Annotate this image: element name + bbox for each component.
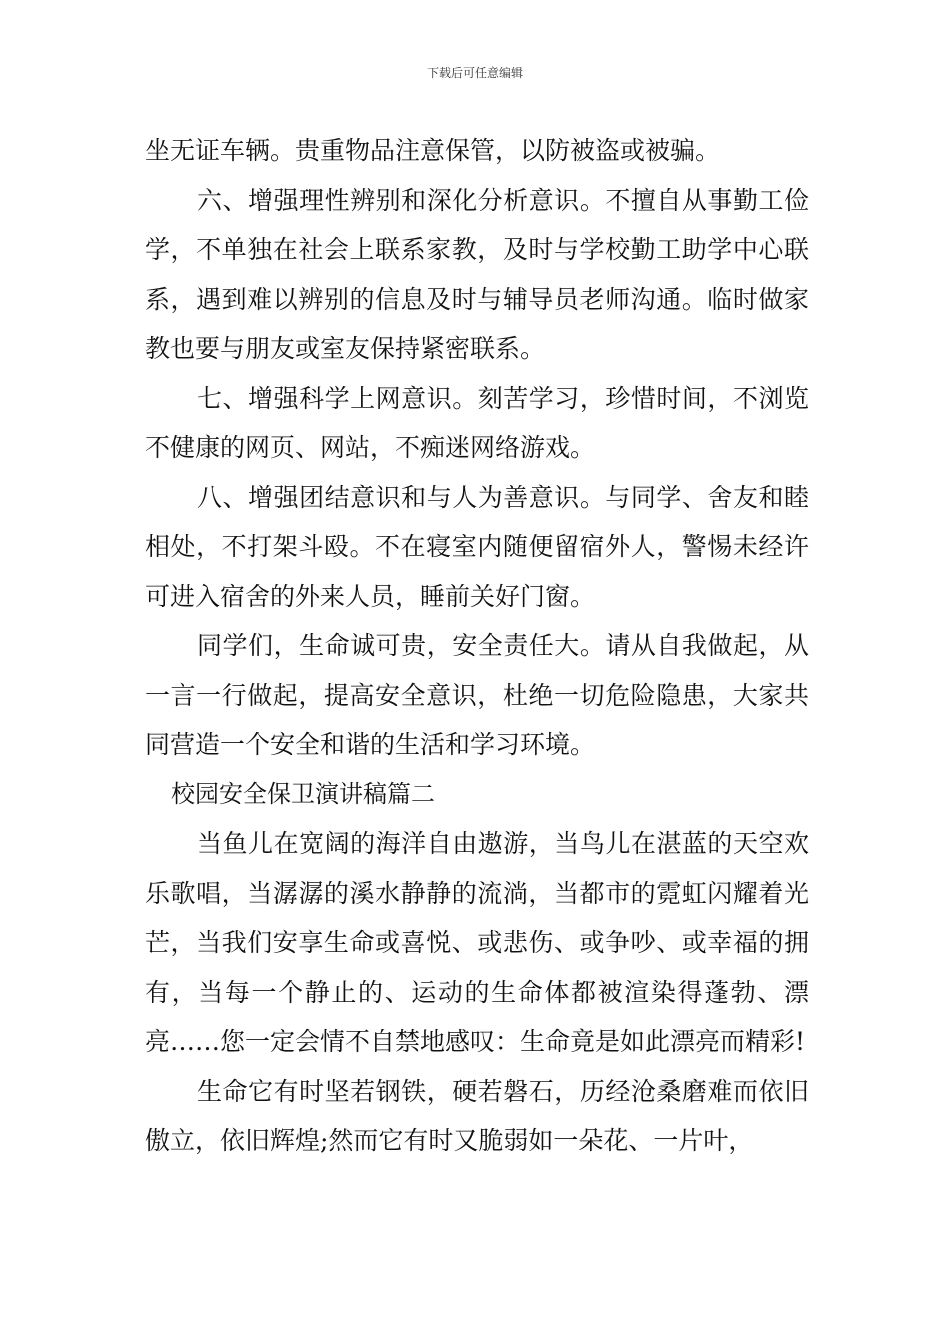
- paragraph-speech-life: 生命它有时坚若钢铁，硬若磐石，历经沧桑磨难而依旧傲立，依旧辉煌;然而它有时又脆弱如一朵花、一片叶，: [145, 1076, 809, 1155]
- paragraph-item-seven: 七、增强科学上网意识。刻苦学习，珍惜时间，不浏览不健康的网页、网站，不痴迷网络游戏。: [145, 383, 809, 462]
- paragraph-speech-intro: 当鱼儿在宽阔的海洋自由遨游，当鸟儿在湛蓝的天空欢乐歌唱，当潺潺的溪水静静的流淌，当都市的霓虹闪耀着光芒，当我们安享生命或喜悦、或悲伤、或争吵、或幸福的拥有，当每一个静止的、运动的生命体都被渲染得蓬勃、漂亮……您一定会情不自禁地感叹：生命竟是如此漂亮而精彩!: [145, 829, 809, 1056]
- page-header-note: 下载后可任意编辑: [426, 66, 523, 80]
- paragraph-item-six: 六、增强理性辨别和深化分析意识。不擅自从事勤工俭学，不单独在社会上联系家教，及时与学校勤工助学中心联系，遇到难以辨别的信息及时与辅导员老师沟通。临时做家教也要与朋友或室友保持紧密联系。: [145, 185, 809, 363]
- section-heading: 校园安全保卫演讲稿篇二: [171, 779, 435, 808]
- paragraph-item-eight: 八、增强团结意识和与人为善意识。与同学、舍友和睦相处，不打架斗殴。不在寝室内随便留宿外人，警惕未经许可进入宿舍的外来人员，睡前关好门窗。: [145, 482, 809, 611]
- paragraph-closing: 同学们，生命诚可贵，安全责任大。请从自我做起，从一言一行做起，提高安全意识，杜绝一切危险隐患，大家共同营造一个安全和谐的生活和学习环境。: [145, 631, 809, 759]
- document-body: [145, 126, 809, 1166]
- paragraph-continuation: 坐无证车辆。贵重物品注意保管，以防被盗或被骗。: [145, 136, 721, 165]
